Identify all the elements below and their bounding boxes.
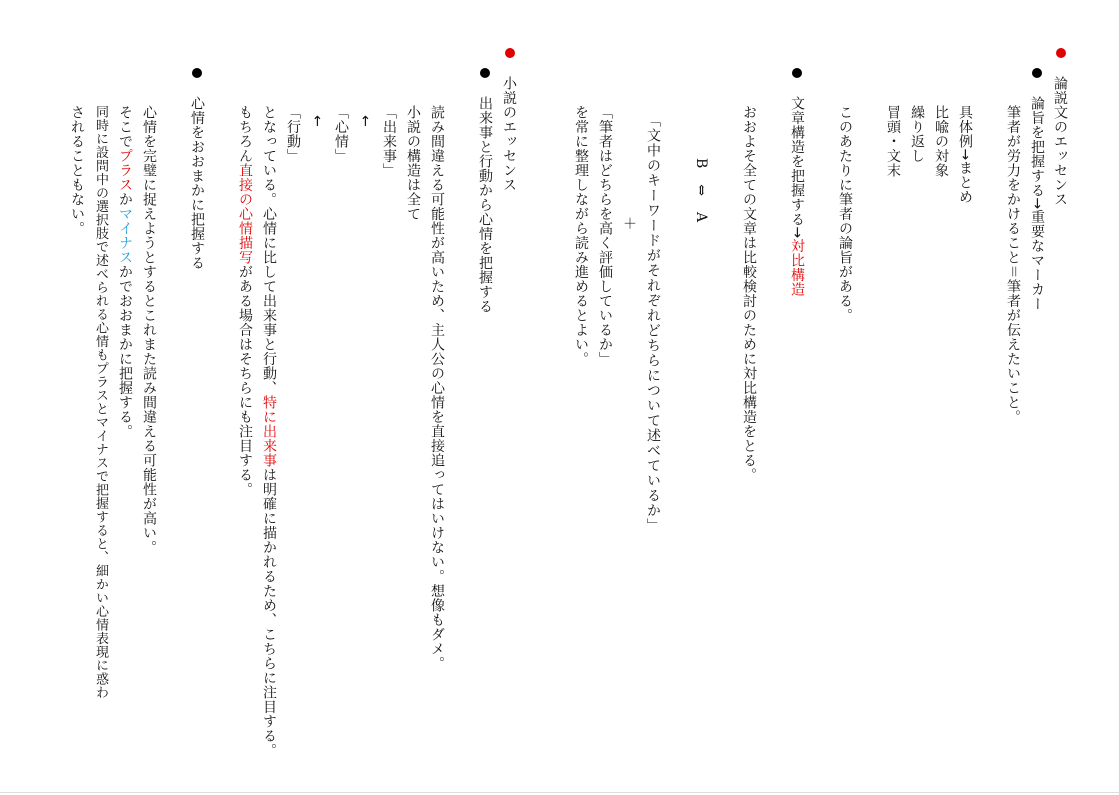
section2-bullet-icon <box>505 48 515 58</box>
s2-b1-arrow1: ← <box>357 115 373 128</box>
s1-b2-line1: おおよそ全ての文章は比較検討のために対比構造をとる。 <box>741 105 757 482</box>
s1-b1-heading: 論旨を把握する→重要なマーカー <box>1029 96 1045 312</box>
s2-b1-struct1: 「出来事」 <box>381 105 397 178</box>
s2-b1-line1: 読み間違える可能性が高いため、主人公の心情を直接追ってはいけない。想像もダメ。 <box>429 105 445 671</box>
s1-b2-line-last: を常に整理しながら読み進めるとよい。 <box>573 105 589 366</box>
s2-b2-line1: 心情を完璧に捉えようとするとこれまた読み間違える可能性が高い。 <box>141 105 157 555</box>
s1-b1-marker3: 繰り返し <box>909 105 925 163</box>
s2-b2-heading: 心情をおおまかに把握する <box>189 96 205 270</box>
bottom-divider <box>0 792 1119 793</box>
s1-b2-plus: ＋ <box>621 216 637 231</box>
s1-b1-marker2: 比喩の対象 <box>933 105 949 178</box>
s1-b1-conclusion: このあたりに筆者の論旨がある。 <box>837 105 853 323</box>
s1-b1-marker4: 冒頭・文末 <box>885 105 901 178</box>
s2-b2-line4: されることもない。 <box>69 105 85 236</box>
s2-b2-bullet-icon <box>192 68 202 78</box>
s2-b1-line4: もちろん直接の心情描写がある場合はそちらにも注目する。 <box>237 105 253 497</box>
s2-b1-struct3: 「行動」 <box>285 105 301 163</box>
s2-b1-line3: となっている。心情に比して出来事と行動、特に出来事は明確に描かれるため、こちらに注目する。 <box>261 105 277 758</box>
s2-b1-bullet-icon <box>480 68 490 78</box>
s2-b1-arrow2: ← <box>309 115 325 128</box>
s2-b2-line2: そこでプラスかマイナスかでおおまかに把握する。 <box>117 105 133 439</box>
section1-title: 論説文のエッセンス <box>1052 76 1068 207</box>
s1-b2-heading: 文章構造を把握する→対比構造 <box>789 96 805 297</box>
s1-b2-diagram: B ⇔ A <box>693 158 709 224</box>
s2-b1-line2: 小説の構造は全て <box>405 105 421 221</box>
s1-b1-line1: 筆者が労力をかけること＝筆者が伝えたいこと。 <box>1005 105 1021 424</box>
s1-b1-bullet-icon <box>1032 68 1042 78</box>
s1-b2-quote1: 「文中のキーワードがそれぞれどちらについて述べているか」 <box>645 113 661 533</box>
s1-b1-marker1: 具体例→まとめ <box>957 105 973 205</box>
s1-b2-bullet-icon <box>792 68 802 78</box>
s2-b2-line3: 同時に設問中の選択肢で述べられる心情もプラスとマイナスで把握すると、細かい心情表現に惑わ <box>93 105 108 699</box>
s1-b2-quote2: 「筆者はどちらを高く評価しているか」 <box>597 105 613 366</box>
section1-bullet-icon <box>1056 48 1066 58</box>
s2-b1-struct2: 「心情」 <box>333 105 349 163</box>
section2-title: 小説のエッセンス <box>501 76 517 192</box>
s2-b1-heading: 出来事と行動から心情を把握する <box>477 96 493 314</box>
